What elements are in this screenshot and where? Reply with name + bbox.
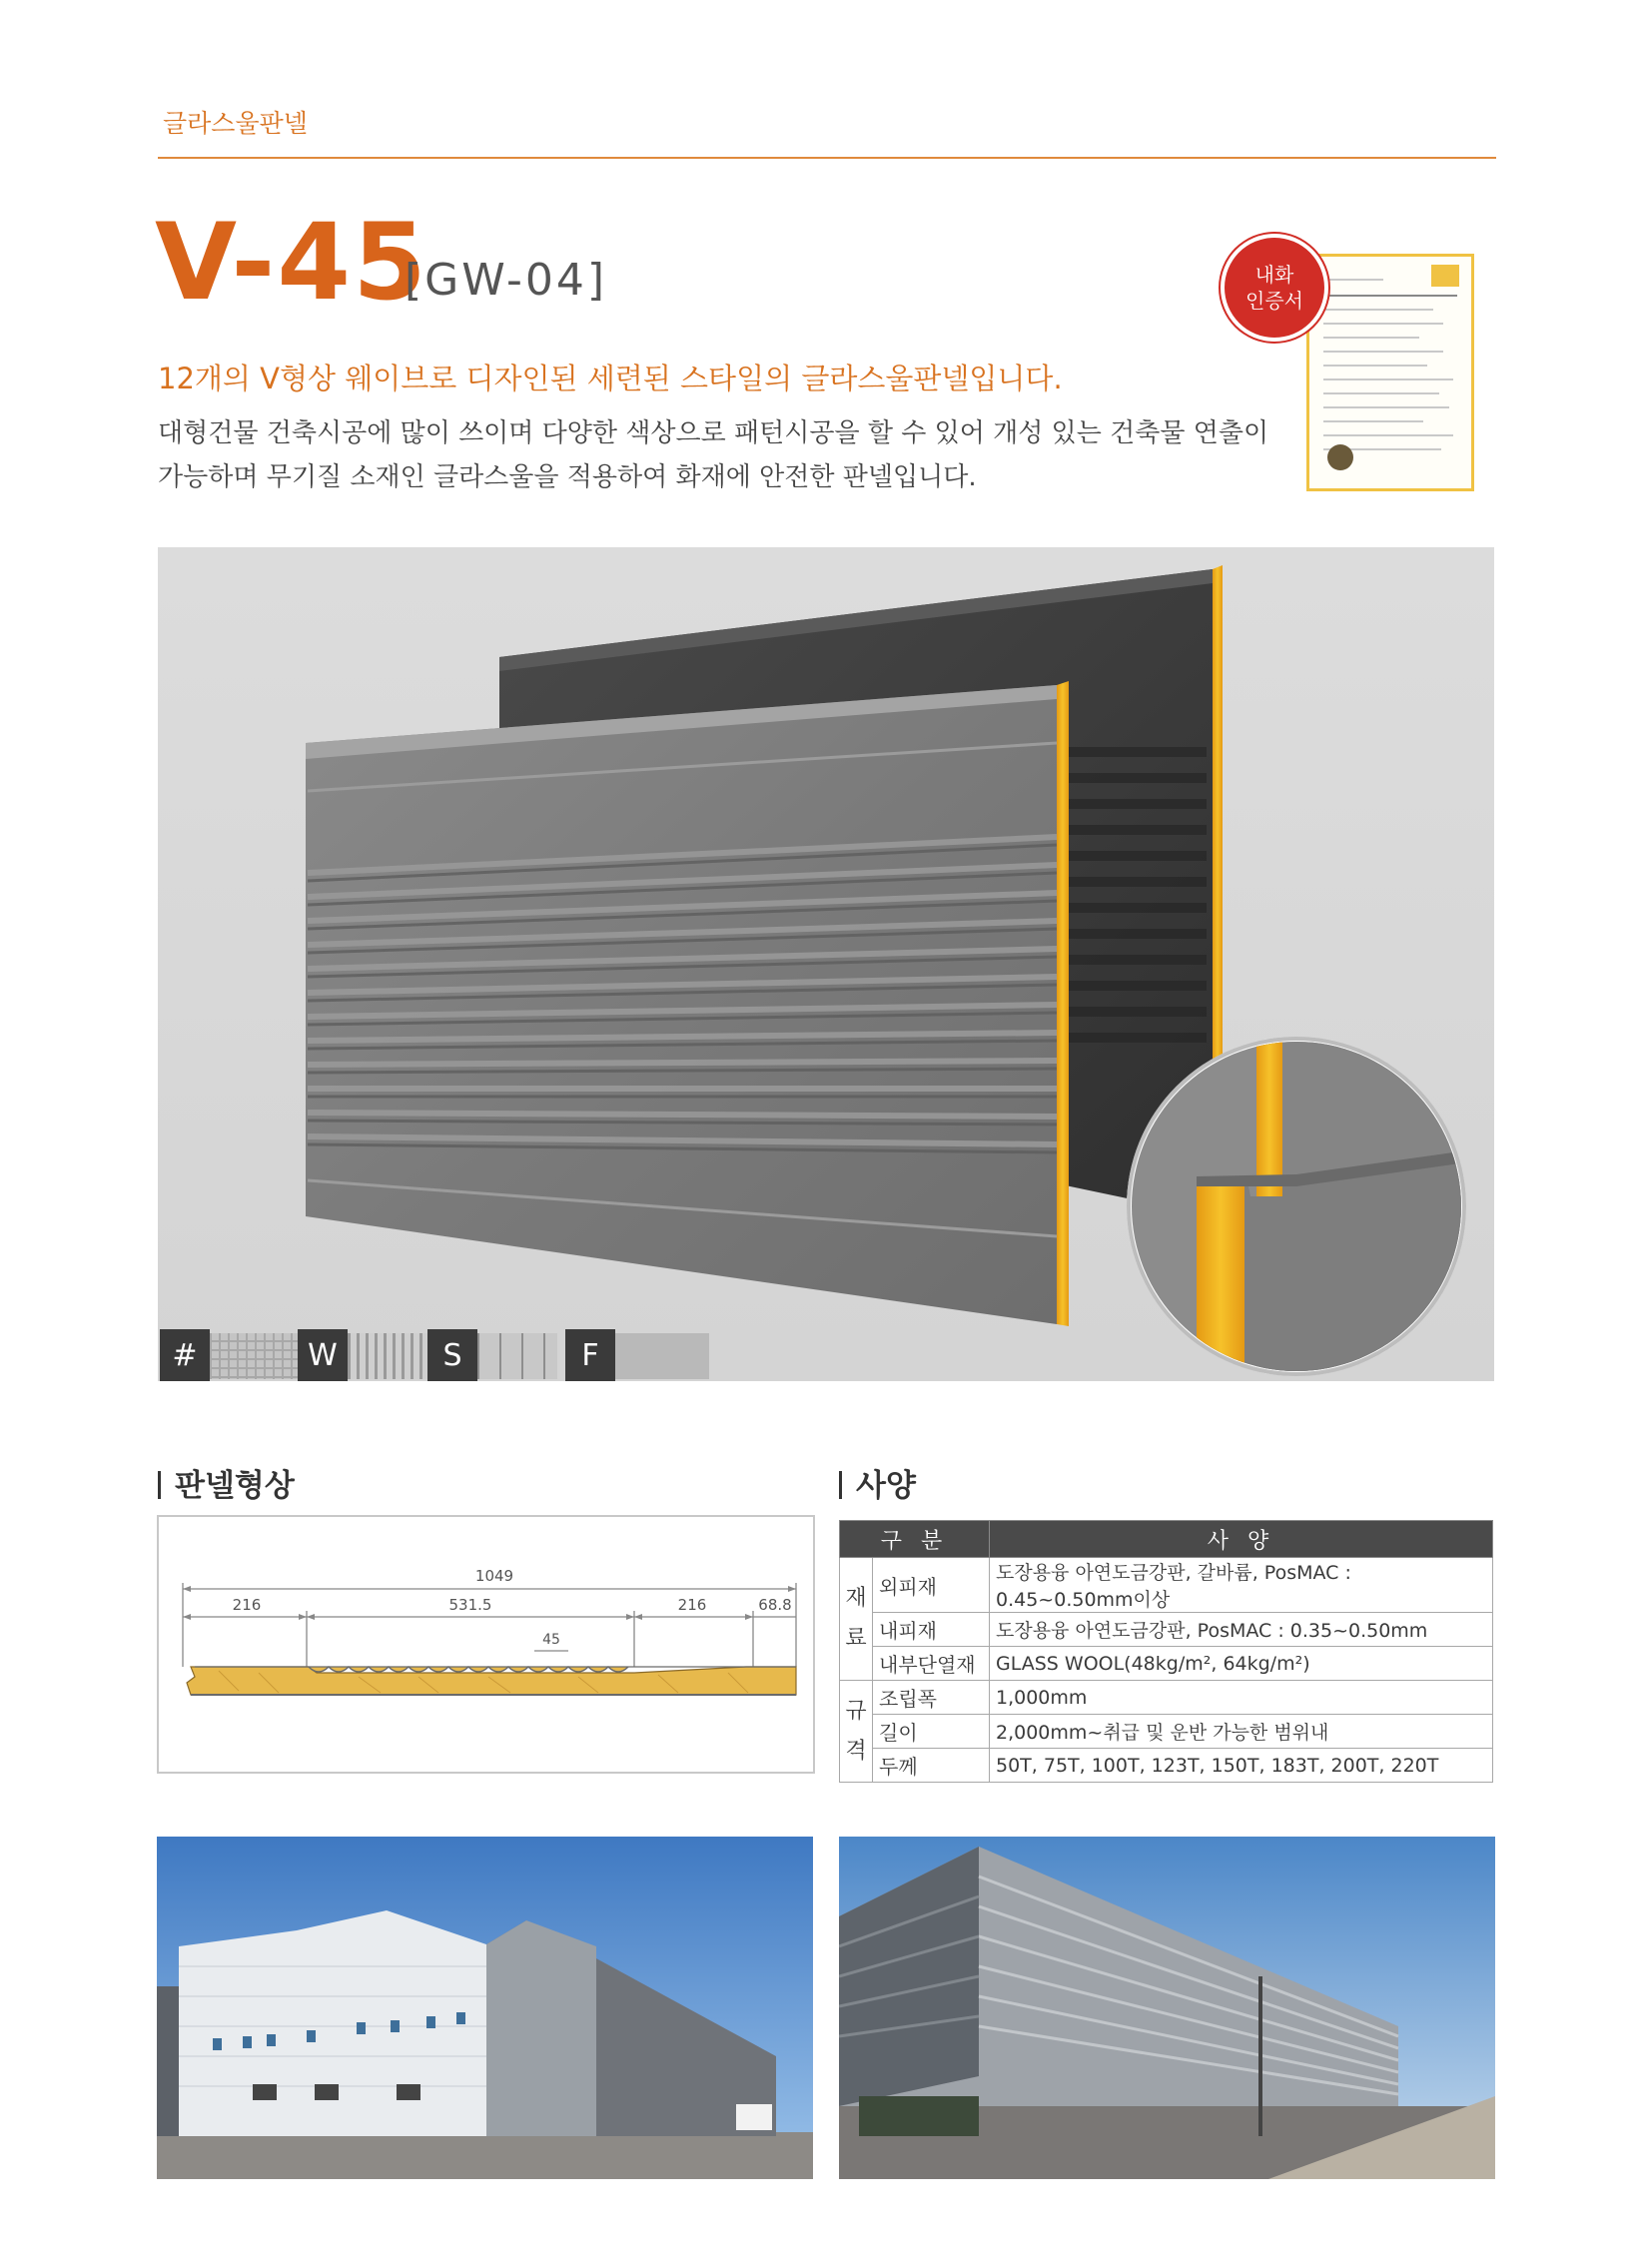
spec-value: 1,000mm	[990, 1681, 1493, 1715]
profile-diagram	[159, 1517, 813, 1772]
panel-profile-drawing	[157, 1515, 815, 1774]
dim-total-label: 1049	[474, 1567, 514, 1585]
building-photo-left	[157, 1837, 813, 2179]
table-row	[840, 1749, 1493, 1783]
dim-mid-label: 531.5	[448, 1596, 492, 1614]
table-row	[840, 1558, 1493, 1613]
badge-text: 내화	[1254, 263, 1294, 287]
building-photo-right	[839, 1837, 1495, 2179]
certificate-seal	[1327, 444, 1353, 470]
spec-item: 외피재	[873, 1558, 990, 1613]
category-label: 글라스울판넬	[163, 109, 308, 138]
section-title-text: 사양	[856, 1468, 916, 1504]
factory-illustration	[839, 1837, 1495, 2179]
spec-value: 도장용융 아연도금강판, 갈바륨, PosMAC : 0.45~0.50mm이상	[990, 1558, 1493, 1613]
stripe-pattern-swatch	[477, 1333, 557, 1379]
flat-pattern-swatch	[615, 1333, 709, 1379]
table-row	[840, 1681, 1493, 1715]
section-title-spec	[839, 1460, 916, 1505]
table-row	[840, 1715, 1493, 1749]
wave-pattern-swatch	[348, 1333, 427, 1379]
spec-value: 50T, 75T, 100T, 123T, 150T, 183T, 200T, 220T	[990, 1749, 1493, 1783]
fire-certificate-badge	[1225, 238, 1324, 338]
pattern-label: S	[427, 1329, 477, 1381]
table-row	[840, 1613, 1493, 1647]
dim-right-label: 216	[677, 1596, 707, 1614]
product-headline: 12개의 V형상 웨이브로 디자인된 세련된 스타일의 글라스울판넬입니다.	[158, 362, 1063, 395]
spec-value: 도장용융 아연도금강판, PosMAC : 0.35~0.50mm	[990, 1613, 1493, 1647]
description-line: 가능하며 무기질 소재인 글라스울을 적용하여 화재에 안전한 판넬입니다.	[158, 462, 977, 492]
product-code: [GW-04]	[405, 255, 608, 306]
dim-left-label: 216	[232, 1596, 262, 1614]
spec-item: 길이	[873, 1715, 990, 1749]
fire-certificate-document	[1306, 254, 1474, 491]
table-row	[840, 1647, 1493, 1681]
group-size: 규 격	[840, 1681, 873, 1783]
product-model: V-45	[155, 201, 428, 324]
certificate-logo	[1431, 265, 1459, 287]
header-divider	[158, 157, 1496, 159]
spec-item: 조립폭	[873, 1681, 990, 1715]
dim-end-label: 68.8	[758, 1596, 792, 1614]
spec-item: 내부단열재	[873, 1647, 990, 1681]
group-material: 재 료	[840, 1558, 873, 1681]
spec-header-category: 구 분	[840, 1521, 990, 1558]
spec-table	[839, 1520, 1493, 1783]
description-line: 대형건물 건축시공에 많이 쓰이며 다양한 색상으로 패턴시공을 할 수 있어 개성 있는 건축물 연출이	[158, 418, 1269, 448]
spec-header-spec: 사 양	[990, 1521, 1493, 1558]
spec-item: 내피재	[873, 1613, 990, 1647]
warehouse-illustration	[157, 1837, 813, 2179]
pattern-label: F	[565, 1329, 615, 1381]
dim-pitch-label: 45	[542, 1632, 560, 1648]
pattern-label: W	[298, 1329, 348, 1381]
spec-item: 두께	[873, 1749, 990, 1783]
panel-product-image	[158, 547, 1494, 1381]
pattern-label: #	[160, 1329, 210, 1381]
section-title-shape	[158, 1460, 295, 1505]
section-title-text: 판넬형상	[175, 1468, 295, 1504]
badge-text: 인증서	[1245, 289, 1303, 313]
spec-value: 2,000mm~취급 및 운반 가능한 범위내	[990, 1715, 1493, 1749]
spec-header-row	[840, 1521, 1493, 1558]
spec-value: GLASS WOOL(48kg/m², 64kg/m²)	[990, 1647, 1493, 1681]
product-description	[158, 411, 1296, 499]
panel-illustration	[158, 547, 1494, 1381]
